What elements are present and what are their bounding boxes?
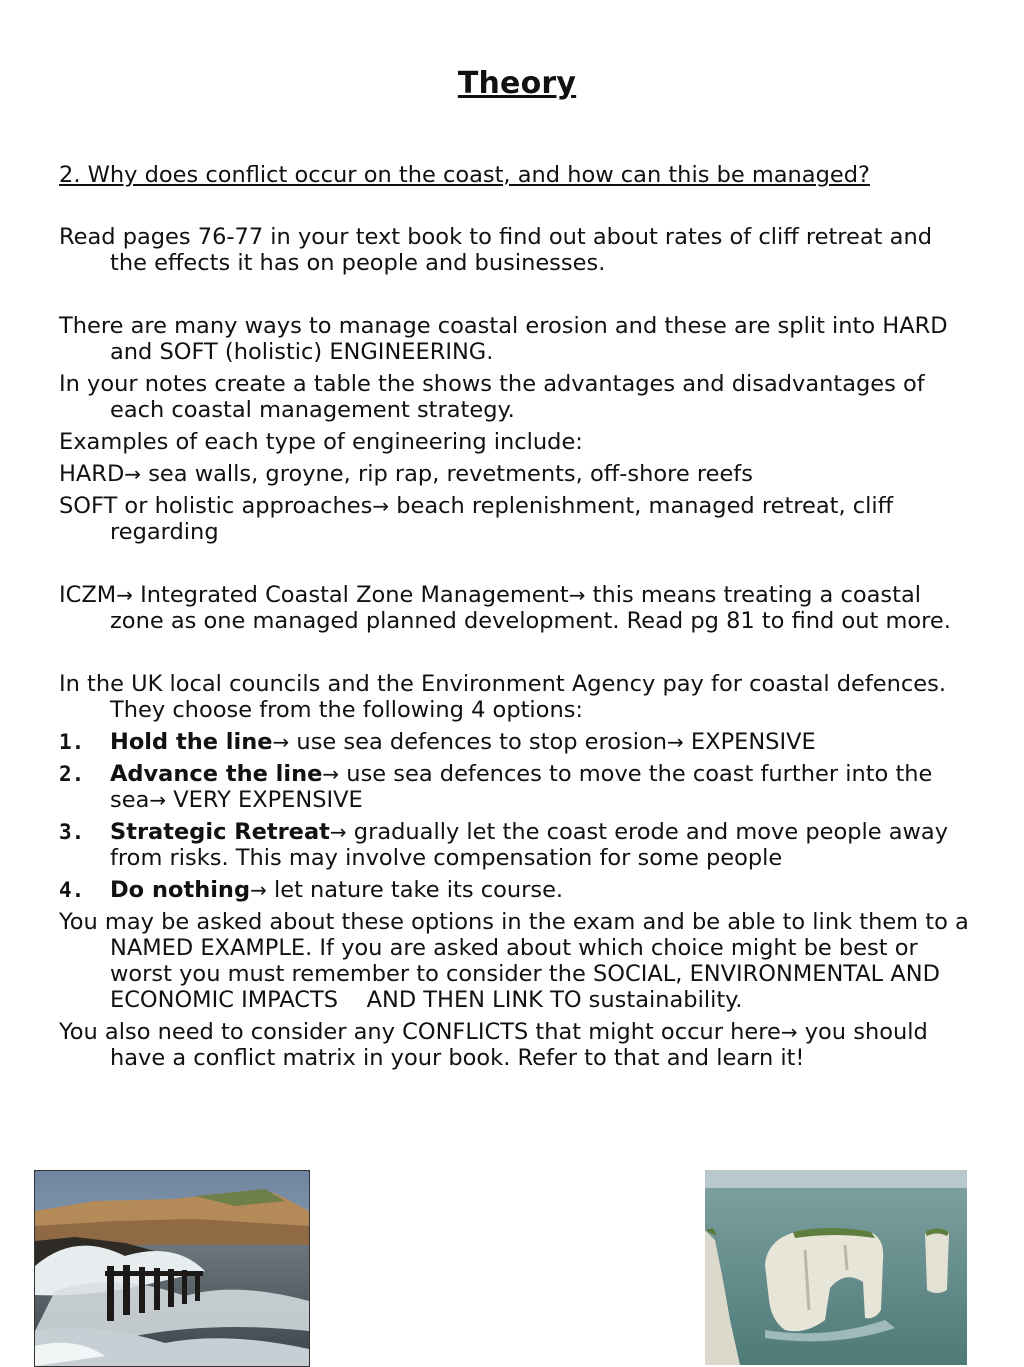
hard-label: HARD — [59, 461, 125, 487]
hard-paragraph — [59, 461, 971, 487]
iczm-paragraph — [59, 582, 971, 634]
option-number: 3. — [59, 820, 85, 844]
option-text: use sea defences to move the coast further into the sea — [110, 761, 933, 813]
question-heading: 2. Why does conflict occur on the coast, and how can this be managed? — [59, 162, 870, 188]
options-list — [59, 729, 971, 903]
conflicts-text-b: you should have a conflict matrix in your book. Refer to that and learn it! — [110, 1019, 928, 1071]
arrow-icon: → — [329, 820, 347, 844]
hard-text: sea walls, groyne, rip rap, revetments, off-shore reefs — [141, 461, 753, 487]
uk-paragraph: In the UK local councils and the Environment Agency pay for coastal defences. They choose from the following 4 options: — [59, 671, 947, 723]
option-text: gradually let the coast erode and move people away from risks. This may involve compensation for some people — [110, 819, 949, 871]
option-label: Do nothing — [110, 877, 251, 903]
option-label: Hold the line — [110, 729, 273, 755]
list-item — [59, 761, 971, 813]
arrow-icon: → — [272, 730, 290, 754]
option-number: 4. — [59, 878, 85, 902]
soft-label: SOFT or holistic approaches — [59, 493, 373, 519]
option-label: Strategic Retreat — [110, 819, 330, 845]
list-item — [59, 877, 971, 903]
examples-paragraph: Examples of each type of engineering include: — [59, 429, 583, 455]
arrow-icon: → — [124, 462, 142, 486]
conflicts-text-a: You also need to consider any CONFLICTS that might occur here — [59, 1019, 781, 1045]
arrow-icon: → — [322, 762, 340, 786]
arrow-icon: → — [149, 788, 167, 812]
page-title: Theory — [457, 66, 577, 101]
option-number: 1. — [59, 730, 85, 754]
arrow-icon: → — [250, 878, 267, 902]
worksheet-body — [59, 162, 976, 1077]
iczm-text: this means treating a coastal zone as one managed planned development. Read pg 81 to find out more. — [110, 582, 951, 634]
option-text: use sea defences to stop erosion — [289, 729, 668, 755]
chalk-stacks-photo — [705, 1170, 967, 1365]
ways-paragraph: There are many ways to manage coastal erosion and these are split into HARD and SOFT (holistic) ENGINEERING. — [59, 313, 948, 365]
arrow-icon: → — [372, 494, 390, 518]
option-extra: VERY EXPENSIVE — [166, 787, 363, 813]
arrow-icon: → — [116, 583, 133, 607]
arrow-icon: → — [780, 1020, 798, 1044]
read-pages-paragraph: Read pages 76-77 in your text book to find out about rates of cliff retreat and the effects it has on people and businesses. — [59, 224, 932, 276]
option-text: let nature take its course. — [266, 877, 564, 903]
option-number: 2. — [59, 762, 85, 786]
list-item — [59, 819, 971, 871]
option-label: Advance the line — [110, 761, 323, 787]
notes-paragraph: In your notes create a table the shows the advantages and disadvantages of each coastal management strategy. — [59, 371, 925, 423]
iczm-label: ICZM — [59, 582, 117, 608]
groyne-waves-photo — [34, 1170, 310, 1367]
exam-paragraph: You may be asked about these options in the exam and be able to link them to a NAMED EXAMPLE. If you are asked about which choice might be best or worst you must remember to consider the SOCIAL, ENVIRONMENTAL AND ECONOMIC IMPACTS AND THEN LINK TO sustainability. — [59, 909, 976, 1013]
iczm-mid: Integrated Coastal Zone Management — [132, 582, 569, 608]
list-item — [59, 729, 971, 755]
arrow-icon: → — [667, 730, 684, 754]
option-extra: EXPENSIVE — [683, 729, 816, 755]
conflicts-paragraph — [59, 1019, 971, 1071]
soft-paragraph — [59, 493, 971, 545]
soft-text: beach replenishment, managed retreat, cliff regarding — [110, 493, 894, 545]
arrow-icon: → — [568, 583, 586, 607]
